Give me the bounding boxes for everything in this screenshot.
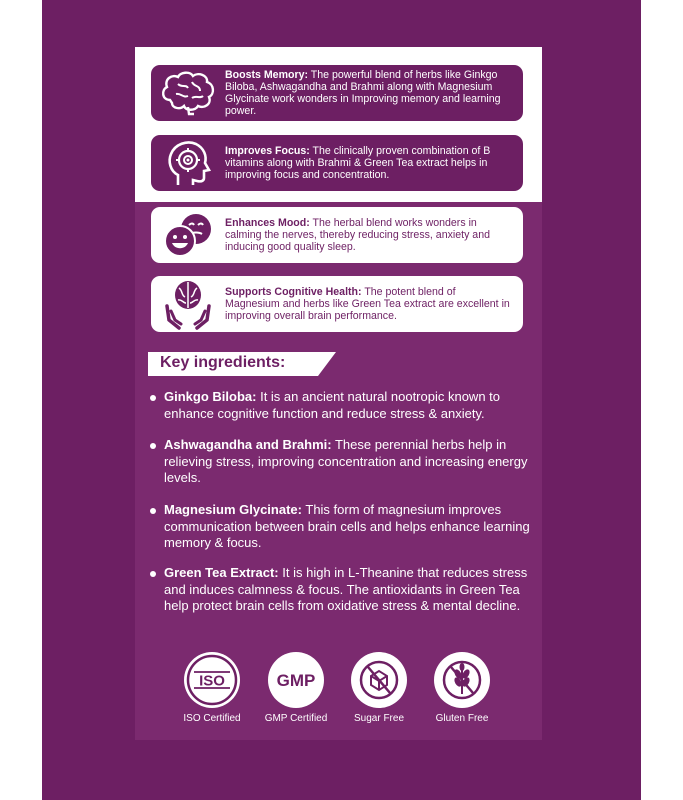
ingredient-name: Ashwagandha and Brahmi:	[164, 437, 332, 452]
badge-label: GMP Certified	[264, 713, 328, 724]
key-ingredients-heading	[148, 352, 336, 376]
benefit-title: Enhances Mood:	[225, 216, 310, 229]
benefit-text: The potent blend of Magnesium and herbs like Green Tea extract are excellent in improving overall brain performance.	[225, 285, 510, 323]
bullet	[150, 571, 156, 577]
benefit-text: The clinically proven combination of B vitamins along with Brahmi & Green Tea extract helps in improving focus and concentration.	[225, 144, 491, 182]
badge-iso	[177, 652, 247, 724]
badge-label: Sugar Free	[353, 713, 405, 724]
ingredient-name: Ginkgo Biloba:	[164, 389, 257, 404]
benefit-card-focus	[151, 135, 523, 191]
gmp-icon	[268, 652, 324, 708]
benefit-card-cognitive	[151, 276, 523, 332]
ingredient-item-magnesium	[150, 502, 530, 552]
head-target-icon	[151, 139, 225, 187]
benefit-title: Boosts Memory:	[225, 68, 308, 81]
ingredient-name: Green Tea Extract:	[164, 565, 279, 580]
benefit-text: The powerful blend of herbs like Ginkgo Biloba, Ashwagandha and Brahmi along with Magnesium Glycinate work wonders in Improving memory and learning power.	[225, 68, 501, 118]
ingredient-item-ashwagandha	[150, 437, 530, 487]
badge-sugar-free	[344, 652, 414, 724]
brain-in-hands-icon	[151, 278, 225, 330]
bullet	[150, 395, 156, 401]
sugar-free-icon	[351, 652, 407, 708]
benefit-title: Improves Focus:	[225, 144, 310, 157]
smiley-faces-icon	[151, 211, 225, 259]
benefit-card-mood	[151, 207, 523, 263]
benefit-text: The herbal blend works wonders in calming the nerves, thereby reducing stress, anxiety and inducing good quality sleep.	[225, 216, 490, 254]
ingredient-text: It is an ancient natural nootropic known to enhance cognitive function and reduce stress & anxiety.	[164, 389, 501, 421]
bullet	[150, 443, 156, 449]
ingredient-text: This form of magnesium improves communication between brain cells and helps enhance learning memory & focus.	[164, 502, 530, 550]
gluten-free-icon	[434, 652, 490, 708]
benefit-title: Supports Cognitive Health:	[225, 285, 362, 298]
ingredient-text: These perennial herbs help in relieving stress, improving concentration and increasing energy levels.	[164, 437, 528, 485]
ingredient-item-ginkgo	[150, 389, 530, 422]
ingredient-text: It is high in L-Theanine that reduces stress and induces calmness & focus. The antioxidants in Green Tea help protect brain cells from oxidative stress & mental decline.	[164, 565, 528, 613]
iso-mark: ISO	[199, 672, 225, 690]
iso-icon	[184, 652, 240, 708]
badge-label: Gluten Free	[435, 713, 489, 724]
ingredient-name: Magnesium Glycinate:	[164, 502, 302, 517]
benefit-card-memory	[151, 65, 523, 121]
badge-gluten-free	[427, 652, 497, 724]
key-ingredients-title: Key ingredients:	[160, 354, 286, 371]
gmp-mark: GMP	[276, 671, 316, 690]
badge-gmp	[261, 652, 331, 724]
bullet	[150, 508, 156, 514]
brain-icon	[151, 70, 225, 116]
ingredient-item-green-tea	[150, 565, 530, 615]
badge-label: ISO Certified	[183, 713, 241, 724]
